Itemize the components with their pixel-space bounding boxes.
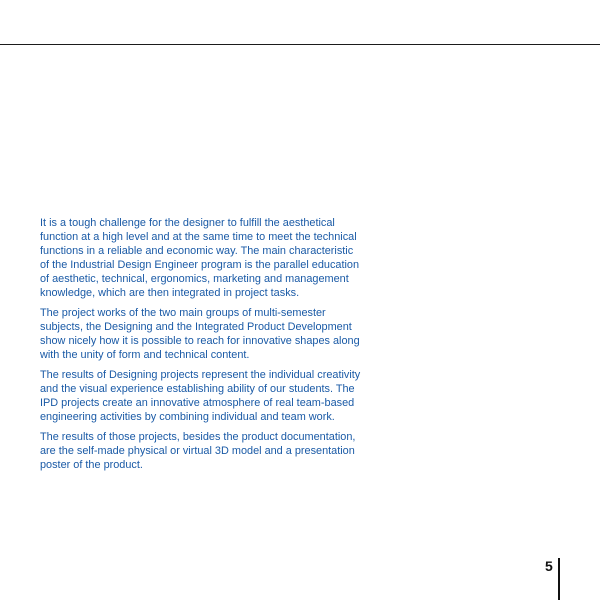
header-rule: [0, 44, 600, 45]
paragraph-1: It is a tough challenge for the designer to fulfill the aesthetical function at a high level and at the same time to meet the technical functions in a reliable and economic way. The main characteristic of the Industrial Design Engineer program is the parallel education of aesthetic, technical, ergonomics, marketing and management knowledge, which are then integrated in project tasks.: [40, 217, 360, 299]
paragraph-4: The results of those projects, besides the product documentation, are the self-made physical or virtual 3D model and a presentation poster of the product.: [40, 431, 356, 471]
page-number: 5: [545, 558, 553, 574]
paragraph-3: The results of Designing projects represent the individual creativity and the visual experience establishing ability of our students. The IPD projects create an innovative atmosphere of real team-based engineering activities by combining individual and team work.: [40, 369, 361, 423]
body-text: [40, 216, 385, 478]
paragraph-2: The project works of the two main groups of multi-semester subjects, the Designing and the Integrated Product Development show nicely how it is possible to reach for innovative shapes along with the unity of form and technical content.: [40, 307, 360, 361]
page-number-rule: [558, 558, 560, 600]
